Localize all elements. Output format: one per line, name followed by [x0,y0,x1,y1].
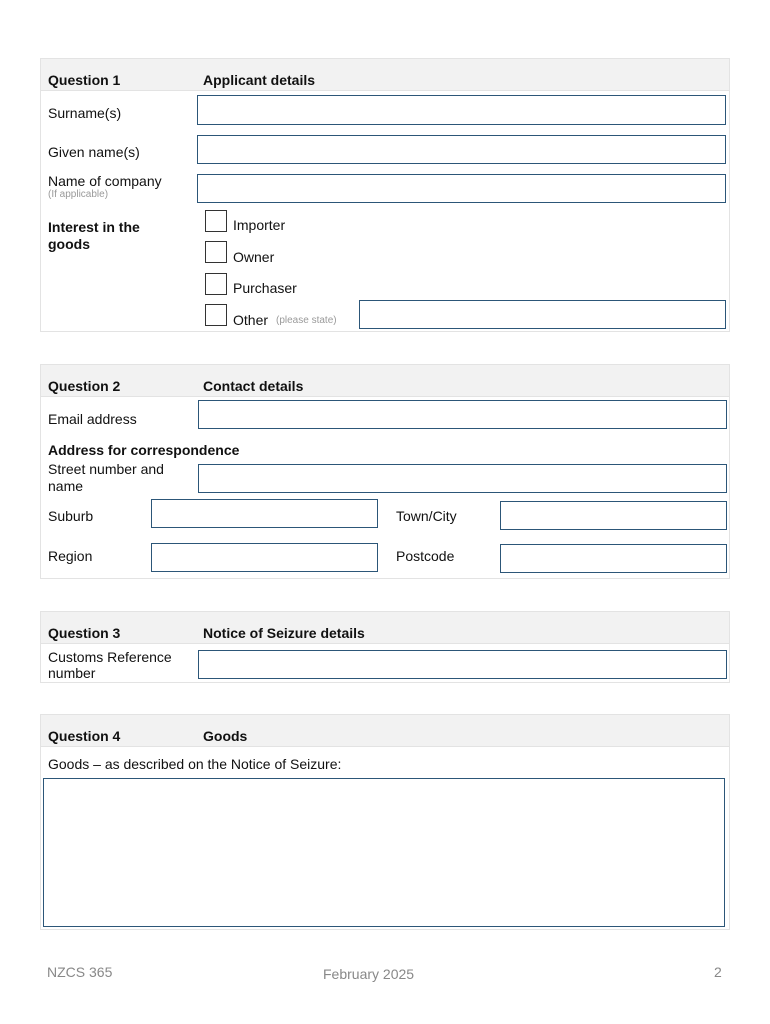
question-3-section [40,611,730,683]
street-input[interactable] [198,464,727,493]
email-input[interactable] [198,400,727,429]
suburb-input[interactable] [151,499,378,528]
given-name-label: Given name(s) [48,144,140,160]
question-4-number: Question 4 [48,728,121,744]
other-hint: (please state) [276,315,337,326]
question-1-title: Applicant details [203,72,316,88]
interest-label: Interest in the goods [48,219,140,252]
question-4-title: Goods [203,728,248,744]
town-city-input[interactable] [500,501,727,530]
question-4-header [41,715,729,747]
company-input[interactable] [197,174,726,203]
company-hint: (If applicable) [48,189,109,200]
goods-label: Goods – as described on the Notice of Seizure: [48,756,342,772]
postcode-label: Postcode [396,548,455,564]
goods-textarea[interactable] [43,778,725,927]
question-2-number: Question 2 [48,378,121,394]
form-code: NZCS 365 [47,964,113,980]
customs-ref-input[interactable] [198,650,727,679]
company-label: Name of company [48,173,162,189]
surname-input[interactable] [197,95,726,125]
other-label: Other [233,312,269,328]
address-heading: Address for correspondence [48,442,240,458]
owner-checkbox[interactable] [205,241,227,263]
question-2-section [40,364,730,579]
question-3-title: Notice of Seizure details [203,625,365,641]
question-3-header [41,612,729,644]
question-4-section [40,714,730,930]
surname-label: Surname(s) [48,105,122,121]
question-1-number: Question 1 [48,72,121,88]
question-3-number: Question 3 [48,625,121,641]
other-input[interactable] [359,300,726,329]
page-number: 2 [714,964,722,980]
question-1-header [41,59,729,91]
given-name-input[interactable] [197,135,726,164]
question-2-header [41,365,729,397]
question-1-section [40,58,730,332]
postcode-input[interactable] [500,544,727,573]
region-label: Region [48,548,93,564]
question-2-title: Contact details [203,378,304,394]
importer-checkbox[interactable] [205,210,227,232]
importer-label: Importer [233,217,286,233]
purchaser-label: Purchaser [233,280,297,296]
owner-label: Owner [233,249,275,265]
customs-ref-label: Customs Reference number [48,649,172,681]
street-label: Street number and name [48,461,164,494]
footer-date: February 2025 [323,966,415,982]
region-input[interactable] [151,543,378,572]
email-label: Email address [48,411,137,427]
purchaser-checkbox[interactable] [205,273,227,295]
town-city-label: Town/City [396,508,457,524]
other-checkbox[interactable] [205,304,227,326]
suburb-label: Suburb [48,508,94,524]
